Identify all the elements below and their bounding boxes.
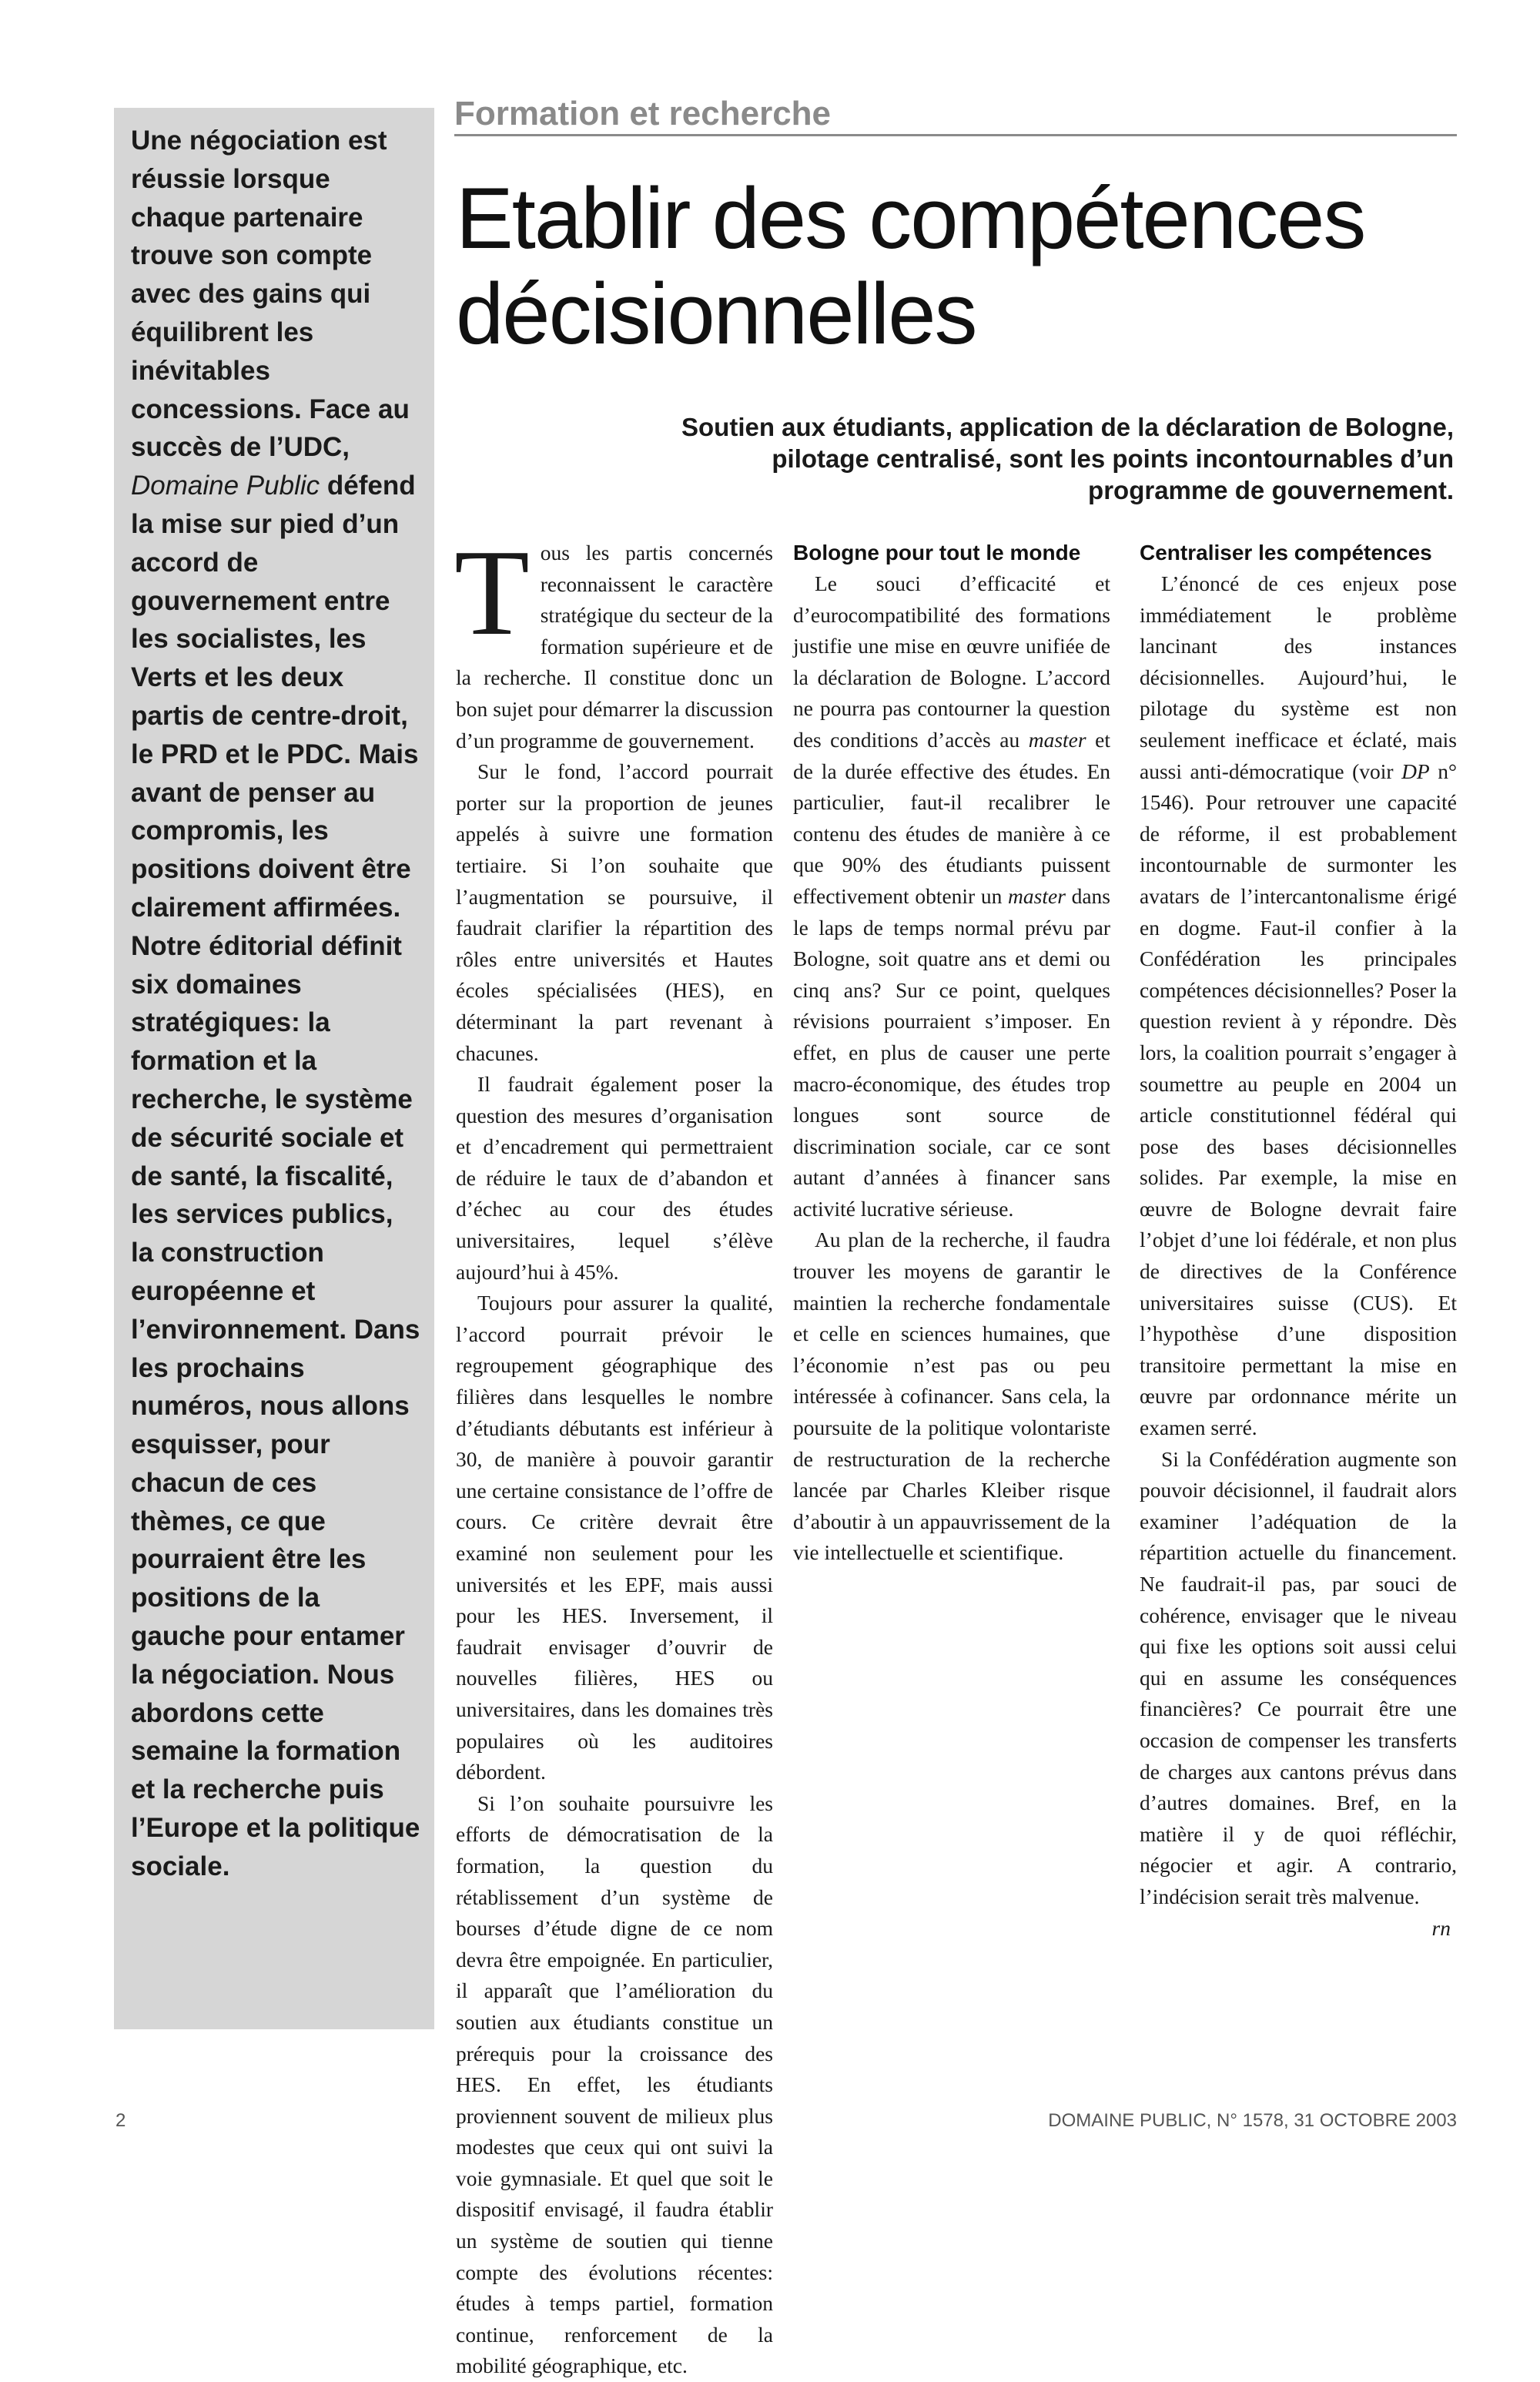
subheading-centraliser: Centraliser les compétences: [1140, 541, 1432, 565]
article-column-1: [454, 524, 773, 2382]
drop-cap: T: [454, 524, 530, 661]
sidebar-publication-name: Domaine Public: [131, 471, 320, 501]
editorial-sidebar: [114, 108, 434, 2029]
sidebar-text-part: défend la mise sur pied d’un accord de gouvernement entre les socialistes, les Verts et les deux partis de centre-droit, le PRD et le PDC. Mais avant de penser au compromis, les positions doivent être clairement affirmées. Notre éditorial définit six domaines stratégiques: la formation et la recherche, le système de sécurité sociale et de santé, la fiscalité, les services publics, la construction européenne et l’environnement. Dans les prochains numéros, nous allons esquisser, pour chacun de ces thèmes, ce que pourraient être les positions de la gauche pour entamer la négociation. Nous abordons cette semaine la formation et la recherche puis l’Europe et la politique sociale.: [131, 471, 420, 1881]
article-paragraph: Sur le fond, l’accord pourrait porter sur la proportion de jeunes appelés à suivre une formation tertiaire. Si l’on souhaite que l’augmentation se poursuive, il faudrait clarifier la répartition des rôles entre universités et Hautes écoles spécialisées (HES), en déterminant la part revenant à chacunes.: [456, 759, 773, 1065]
paragraph-text: Si la Confédération augmente son pouvoir décisionnel, il faudrait alors examiner l’adéquation de la répartition actuelle du financement. Ne faudrait-il pas, par souci de cohérence, envisager que le niveau qui fixe les options soit aussi celui qui en assume les conséquences financières? Ce pourrait être une occasion de compenser les transferts de charges aux cantons prévus dans d’autres domaines. Bref, en la matière il y de quoi réfléchir, négocier et agir. A contrario, l’indécision serait très malvenue.: [1140, 1446, 1457, 1908]
article-column-3: [1140, 538, 1457, 1944]
article-paragraph: Si l’on souhaite poursuivre les efforts de démocratisation de la formation, la question du rétablissement d’un système de bourses d’étude digne de ce nom devra être empoignée. En particulier, il apparaît que l’amélioration du soutien aux étudiants constitue un prérequis pour la croissance des HES. En effet, les étudiants proviennent souvent de milieux plus modestes que ceux qui ont suivi la voie gymnasiale. Et quel que soit le dispositif envisagé, il faudra établir un système de soutien qui tienne compte des évolutions récentes: études à temps partiel, formation continue, renforcement de la mobilité géographique, etc.: [456, 1791, 773, 2378]
article-paragraph: [454, 524, 773, 756]
article-paragraph: Au plan de la recherche, il faudra trouver les moyens de garantir le maintien la recherche fondamentale et celle en sciences humaines, que l’économie n’est pas ou peu intéressée à cofinancer. Sans cela, la poursuite de la politique volontariste de restructuration de la recherche lancée par Charles Kleiber risque d’aboutir à un appauvrissement de la vie intellectuelle et scientifique.: [793, 1228, 1110, 1565]
article-paragraph: [1140, 1444, 1457, 1940]
page-number: 2: [116, 2110, 126, 2131]
section-rubric: Formation et recherche: [454, 97, 1457, 136]
article-paragraph: Toujours pour assurer la qualité, l’accord pourrait prévoir le regroupement géographique des filières dans lesquelles le nombre d’étudiants débutants est inférieur à 30, de manière à pouvoir garantir une certaine consistance de l’offre de cours. Ce critère devrait être examiné non seulement pour les universités et les EPF, mais aussi pour les HES. Inversement, il faudrait envisager d’ouvrir de nouvelles filières, HES ou universitaires, dans les domaines très populaires où les auditoires débordent.: [456, 1291, 773, 1784]
paragraph-text: ous les partis concernés reconnaissent le caractère stratégique du secteur de la formation supérieure et de la recherche. Il constitue donc un bon sujet pour démarrer la discussion d’un programme de gouvernement.: [456, 541, 773, 752]
article-paragraph: [793, 568, 1110, 1225]
article-headline: Etablir des compétences décisionnelles: [456, 170, 1365, 362]
paragraph-text: et de la durée effective des études. En particulier, faut-il recalibrer le contenu des études de manière à ce que 90% des étudiants puissent effectivement obtenir un: [793, 727, 1110, 908]
paragraph-text: L’énoncé de ces enjeux pose immédiatement le problème lancinant des instances décisionnelles. Aujourd’hui, le pilotage du système est non seulement inefficace et éclaté, mais aussi anti-démocratique (voir: [1140, 571, 1457, 783]
italic-term: master: [1008, 883, 1066, 908]
sidebar-text: [131, 122, 420, 1886]
sidebar-text-part: Une négociation est réussie lorsque chaque partenaire trouve son compte avec des gains qui équilibrent les inévitables concessions. Face au succès de l’UDC,: [131, 126, 410, 463]
author-signature: rn: [1431, 1915, 1451, 1940]
italic-term: master: [1028, 727, 1086, 752]
subheading-bologne: Bologne pour tout le monde: [793, 541, 1081, 565]
publication-footer: DOMAINE PUBLIC, N° 1578, 31 OCTOBRE 2003: [1048, 2110, 1457, 2131]
paragraph-text: n° 1546). Pour retrouver une capacité de réforme, il est probablement incontournable de surmonter les avatars de l’intercantonalisme érigé en dogme. Faut-il confier à la Confédération les principales compétences décisionnelles? Poser la question revient à y répondre. Dès lors, la coalition pourrait s’engager à soumettre au peuple en 2004 un article constitutionnel fédéral qui pose des bases décisionnelles solides. Par exemple, la mise en œuvre de Bologne devrait faire l’objet d’une loi fédérale, et non plus de directives de la Conférence universitaires suisse (CUS). Et l’hypothèse d’une disposition transitoire permettant la mise en œuvre par ordonnance mérite un examen serré.: [1140, 759, 1457, 1440]
article-lead: Soutien aux étudiants, application de la déclaration de Bologne, pilotage centralisé, sont les points incontournables d’un programme de gouvernement.: [681, 413, 1454, 504]
article-column-2: [793, 538, 1110, 1569]
italic-term: DP: [1401, 759, 1430, 783]
paragraph-text: dans le laps de temps normal prévu par Bologne, soit quatre ans et demi ou cinq ans? Sur ce point, quelques révisions pourraient s’imposer. En effet, en plus de causer une perte macro-économique, des études trop longues sont source de discrimination sociale, car ce sont autant d’années à financer sans activité lucrative sérieuse.: [793, 883, 1111, 1221]
article-paragraph: [1140, 568, 1457, 1444]
article-paragraph: Il faudrait également poser la question des mesures d’organisation et d’encadrement qui permettraient de réduire le taux de d’abandon et d’échec au cour des études universitaires, lequel s’élève aujourd’hui à 45%.: [456, 1072, 773, 1284]
paragraph-text: Le souci d’efficacité et d’eurocompatibilité des formations justifie une mise en œuvre unifiée de la déclaration de Bologne. L’accord ne pourra pas contourner la question des conditions d’accès au: [793, 571, 1110, 752]
